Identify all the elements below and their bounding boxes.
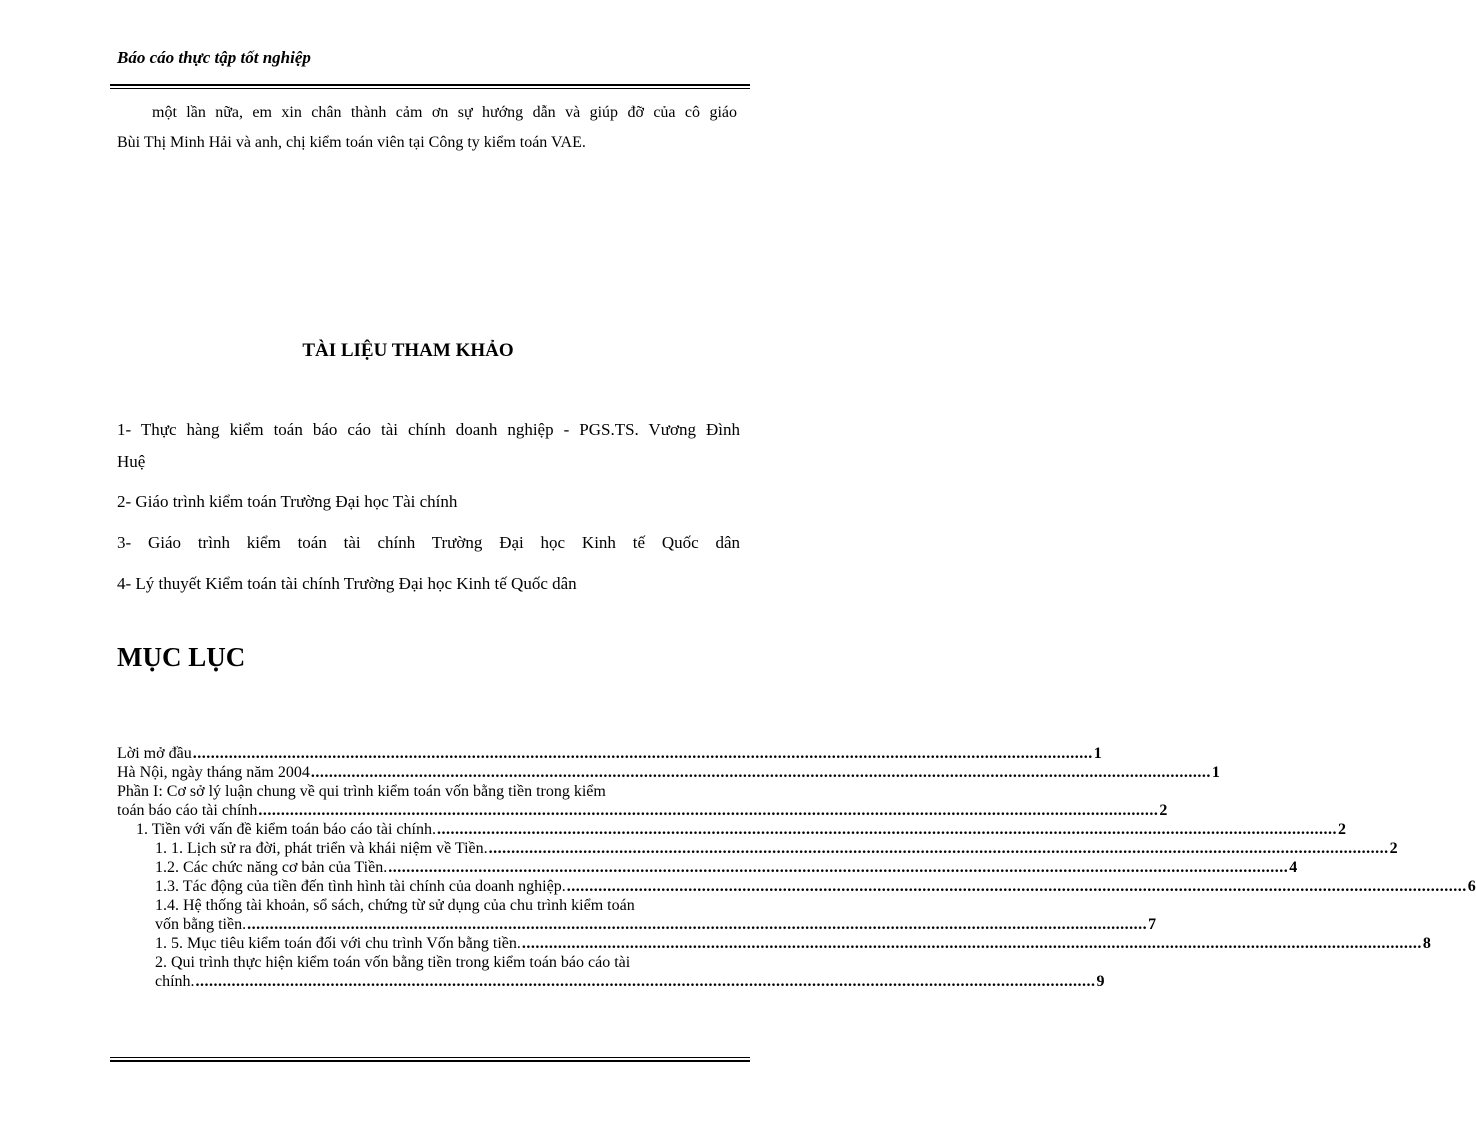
toc-leader-dots: ........................................................................................................................................................................................................ — [388, 859, 1289, 876]
toc-leader-dots: ........................................................................................................................................................................................................ — [258, 802, 1159, 819]
toc-entry-text: 1. Tiền với vấn đề kiểm toán báo cáo tài chính. — [136, 821, 436, 838]
toc-page-number: 2 — [1389, 840, 1398, 857]
reference-item-4: 4- Lý thuyết Kiểm toán tài chính Trường Đại học Kinh tế Quốc dân — [117, 574, 577, 593]
header-divider — [110, 84, 750, 89]
toc-entry-text: 1. 1. Lịch sử ra đời, phát triển và khái niệm về Tiền. — [155, 840, 488, 857]
toc-leader-dots: ........................................................................................................................................................................................................ — [566, 878, 1467, 895]
toc-page-number: 6 — [1467, 878, 1476, 895]
toc-page-number: 2 — [1159, 802, 1168, 819]
reference-item-1 — [117, 414, 740, 478]
toc-entry[interactable] — [117, 877, 1476, 896]
toc-leader-dots: ........................................................................................................................................................................................................ — [247, 916, 1148, 933]
toc-entry-text-line-1: Phần I: Cơ sở lý luận chung về qui trình kiểm toán vốn bằng tiền trong kiểm — [117, 783, 606, 800]
reference-item-3: 3- Giáo trình kiểm toán tài chính Trường Đại học Kinh tế Quốc dân — [117, 533, 740, 552]
intro-line-2: Bùi Thị Minh Hải và anh, chị kiểm toán viên tại Công ty kiểm toán VAE. — [117, 134, 586, 151]
toc-leader-dots: ........................................................................................................................................................................................................ — [521, 935, 1422, 952]
toc-page-number: 1 — [1093, 745, 1102, 762]
toc-entry-text: Lời mở đầu — [117, 745, 192, 762]
toc-page-number: 9 — [1096, 973, 1105, 990]
toc-entry-multiline[interactable] — [117, 782, 1168, 820]
toc-entry-text-line-1: 1.4. Hệ thống tài khoản, sổ sách, chứng từ sử dụng của chu trình kiểm toán — [155, 897, 635, 914]
toc-title: MỤC LỤC — [117, 642, 246, 672]
toc-page-number: 2 — [1337, 821, 1346, 838]
toc-entry[interactable] — [117, 839, 1398, 858]
toc-entry[interactable] — [117, 744, 1102, 763]
page-header-title: Báo cáo thực tập tốt nghiệp — [117, 48, 311, 67]
toc-leader-dots: ........................................................................................................................................................................................................ — [195, 973, 1096, 990]
table-of-contents — [117, 744, 1476, 991]
reference-item-1-line-1: 1- Thực hàng kiểm toán báo cáo tài chính doanh nghiệp - PGS.TS. Vương Đình — [117, 420, 740, 439]
toc-entry-text-line-1: 2. Qui trình thực hiện kiểm toán vốn bằng tiền trong kiểm toán báo cáo tài — [155, 954, 631, 971]
toc-page-number: 7 — [1148, 916, 1157, 933]
intro-paragraph — [117, 98, 737, 158]
intro-line-1: một lần nữa, em xin chân thành cảm ơn sự hướng dẫn và giúp đỡ của cô giáo — [152, 104, 737, 121]
toc-entry-multiline[interactable] — [117, 896, 1157, 934]
toc-entry-text: 1.3. Tác động của tiền đến tình hình tài chính của doanh nghiệp. — [155, 878, 566, 895]
toc-entry-text: 1.2. Các chức năng cơ bản của Tiền. — [155, 859, 388, 876]
toc-leader-dots: ........................................................................................................................................................................................................ — [310, 764, 1211, 781]
toc-entry-text: 1. 5. Mục tiêu kiểm toán đối với chu trình Vốn bằng tiền. — [155, 935, 521, 952]
toc-entry[interactable] — [117, 858, 1298, 877]
toc-entry-multiline[interactable] — [117, 953, 1105, 991]
reference-item-2: 2- Giáo trình kiểm toán Trường Đại học Tài chính — [117, 492, 458, 511]
toc-entry-text: chính. — [155, 973, 195, 990]
toc-entry[interactable] — [117, 820, 1346, 839]
toc-leader-dots: ........................................................................................................................................................................................................ — [436, 821, 1337, 838]
toc-page-number: 1 — [1211, 764, 1220, 781]
references-title: TÀI LIỆU THAM KHẢO — [302, 340, 514, 361]
toc-page-number: 4 — [1289, 859, 1298, 876]
toc-page-number: 8 — [1422, 935, 1431, 952]
toc-entry-text: vốn bằng tiền. — [155, 916, 247, 933]
toc-leader-dots: ........................................................................................................................................................................................................ — [192, 745, 1093, 762]
toc-entry-text: toán báo cáo tài chính — [117, 802, 258, 819]
toc-entry[interactable] — [117, 763, 1220, 782]
reference-item-1-line-2: Huệ — [117, 452, 146, 471]
toc-entry-text: Hà Nội, ngày tháng năm 2004 — [117, 764, 310, 781]
toc-leader-dots: ........................................................................................................................................................................................................ — [488, 840, 1389, 857]
toc-entry[interactable] — [117, 934, 1431, 953]
footer-divider — [110, 1057, 750, 1062]
